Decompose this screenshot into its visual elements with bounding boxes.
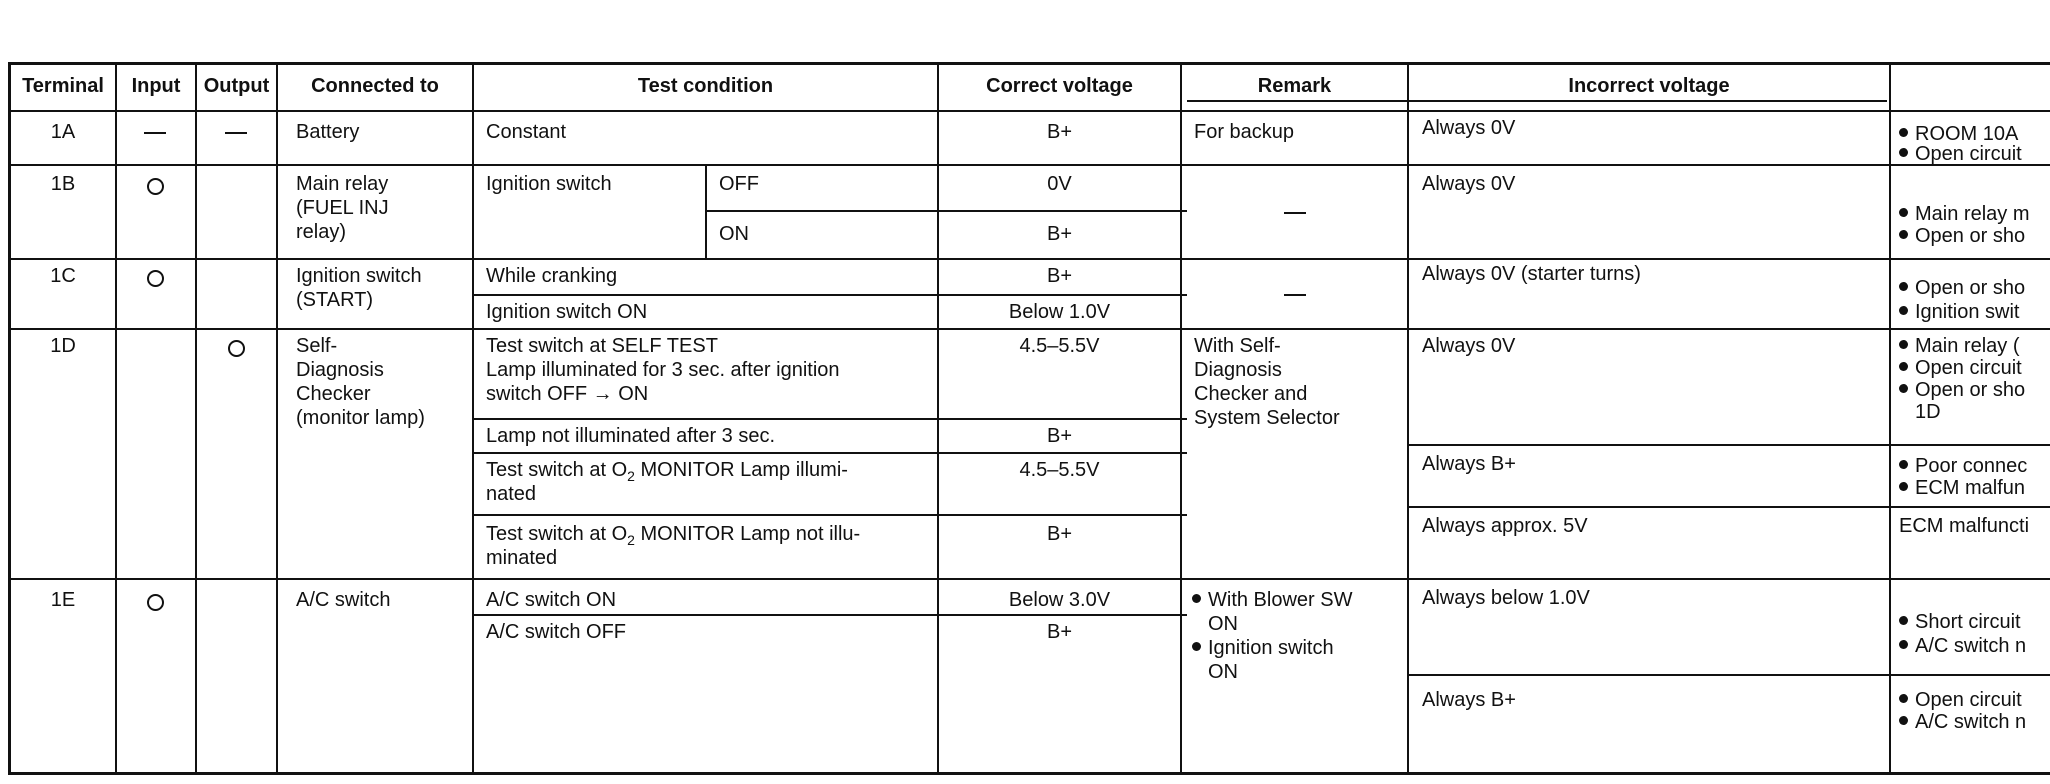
row-1B-voltage-on: B+ [1046, 223, 1073, 245]
row-1B-terminal: 1B [50, 173, 76, 195]
row-1E-incorrect-rule [1409, 674, 2050, 676]
row-1B-sub-col-rule [705, 165, 707, 259]
cause-text: Main relay ( [1915, 335, 2020, 357]
row-1B-sub-condition-on: ON [719, 223, 749, 245]
row-1C-incorrect-voltage: Always 0V (starter turns) [1422, 263, 1641, 285]
terminal-voltage-table [8, 62, 2050, 776]
col-rule-connected [472, 62, 474, 775]
row-1D-test-condition-1: Test switch at SELF TEST Lamp illuminated for 3 sec. after ignition switch OFF → ON [486, 335, 840, 405]
row-1D-cause-item [1899, 476, 2025, 500]
row-1D-incorrect-rule-1 [1409, 444, 2050, 446]
row-1E-input-marker [147, 594, 164, 611]
row-1D-sub-rule-2 [473, 452, 1187, 454]
bullet-icon [1899, 362, 1908, 371]
row-1E-remark-text: Ignition switch ON [1208, 637, 1334, 683]
cause-text: Open or sho [1915, 277, 2026, 299]
header-correct-voltage: Correct voltage [986, 75, 1133, 97]
row-1C-voltage-2: Below 1.0V [1008, 301, 1111, 323]
row-1D-cause-item [1899, 334, 2019, 358]
header-input: Input [131, 75, 181, 97]
row-1A-connected-to: Battery [296, 121, 360, 143]
header-test-condition: Test condition [637, 75, 774, 97]
row-1D-connected-to: Self- Diagnosis Checker (monitor lamp) [296, 335, 425, 429]
table-top-border [8, 62, 2050, 65]
row-1D-voltage-1: 4.5–5.5V [1019, 335, 1100, 357]
col-rule-input [195, 62, 197, 775]
row-1A-correct-voltage: B+ [1046, 121, 1073, 143]
row-1D-test-condition-4 [486, 522, 926, 570]
row-1C-voltage-1: B+ [1046, 265, 1073, 287]
table-bottom-border [8, 772, 2050, 775]
bullet-icon [1899, 482, 1908, 491]
bullet-icon [1899, 340, 1908, 349]
cause-text: A/C switch n [1915, 711, 2027, 733]
row-1E-cause-item [1899, 688, 2022, 712]
bullet-icon [1899, 384, 1908, 393]
cause-text: A/C switch n [1915, 635, 2027, 657]
row-1D-cause-3: ECM malfuncti [1899, 515, 2030, 537]
row-1C-cause-item [1899, 276, 2025, 300]
row-1E-remark-item [1192, 588, 1208, 612]
row-1D-incorrect-voltage-3: Always approx. 5V [1422, 515, 1588, 537]
row-1C-test-condition-2: Ignition switch ON [486, 301, 648, 323]
row-1E-voltage-1: Below 3.0V [1008, 589, 1111, 611]
header-bottom-rule [8, 110, 2050, 112]
bullet-icon [1899, 716, 1908, 725]
row-1C-input-marker [147, 270, 164, 287]
row-1A-test-condition: Constant [486, 121, 567, 143]
o2-suffix: MONITOR Lamp illumi- nated [486, 459, 848, 505]
row-1C-connected-to: Ignition switch (START) [296, 265, 422, 311]
bullet-icon [1899, 640, 1908, 649]
cause-text: ROOM 10A [1915, 123, 2019, 145]
cause-text: Short circuit [1915, 611, 2021, 633]
row-1B-cause-item [1899, 224, 2025, 248]
bullet-icon [1899, 128, 1908, 137]
cause-text: Open or sho [1915, 379, 2026, 401]
bullet-icon [1192, 642, 1201, 651]
row-1E-terminal: 1E [50, 589, 76, 611]
row-1A-cause-item [1899, 142, 2022, 166]
o2-prefix: Test switch at O [486, 523, 628, 545]
row-1B-bottom-rule [8, 258, 2050, 260]
row-1B-incorrect-voltage: Always 0V [1422, 173, 1516, 195]
row-1A-terminal: 1A [50, 121, 76, 143]
row-1E-remark-text: With Blower SW ON [1208, 589, 1353, 635]
row-1A-bottom-rule [8, 164, 2050, 166]
row-1D-terminal: 1D [50, 335, 76, 357]
header-output: Output [203, 75, 270, 97]
header-remark: Remark [1257, 75, 1332, 97]
row-1D-cause-continuation: 1D [1915, 401, 1941, 423]
row-1E-cause-item [1899, 634, 2026, 658]
col-rule-incorrect [1889, 62, 1891, 775]
table-left-border [8, 62, 11, 775]
row-1D-sub-rule-3 [473, 514, 1187, 516]
row-1D-remark: With Self- Diagnosis Checker and System Selector [1194, 335, 1340, 429]
row-1C-test-condition-1: While cranking [486, 265, 618, 287]
row-1D-incorrect-voltage-2: Always B+ [1422, 453, 1516, 475]
row-1E-incorrect-voltage-2: Always B+ [1422, 689, 1516, 711]
row-1B-cause-item [1899, 202, 2029, 226]
row-1C-bottom-rule [8, 328, 2050, 330]
header-incorrect-voltage: Incorrect voltage [1568, 75, 1730, 97]
row-1D-voltage-4: B+ [1046, 523, 1073, 545]
row-1E-incorrect-voltage-1: Always below 1.0V [1422, 587, 1590, 609]
row-1D-cause-item [1899, 378, 2025, 402]
row-1A-input-dash [144, 132, 166, 134]
o2-prefix: Test switch at O [486, 459, 628, 481]
row-1D-incorrect-voltage-1: Always 0V [1422, 335, 1516, 357]
col-rule-terminal [115, 62, 117, 775]
row-1D-test-condition-2: Lamp not illuminated after 3 sec. [486, 425, 776, 447]
row-1B-connected-to: Main relay (FUEL INJ relay) [296, 173, 389, 243]
row-1D-incorrect-rule-2 [1409, 506, 2050, 508]
bullet-icon [1899, 306, 1908, 315]
bullet-icon [1899, 616, 1908, 625]
row-1E-cause-item [1899, 710, 2026, 734]
row-1E-cause-item [1899, 610, 2021, 634]
bullet-icon [1899, 282, 1908, 291]
row-1D-test-condition-3 [486, 458, 926, 506]
row-1A-incorrect-voltage: Always 0V [1422, 117, 1516, 139]
row-1D-voltage-3: 4.5–5.5V [1019, 459, 1100, 481]
row-1D-cause-item [1899, 454, 2027, 478]
row-1D-voltage-2: B+ [1046, 425, 1073, 447]
cause-text: Ignition swit [1915, 301, 2020, 323]
cause-text: Open circuit [1915, 689, 2022, 711]
cause-text: Open circuit [1915, 143, 2022, 165]
header-connected-to: Connected to [311, 75, 439, 97]
row-1D-output-marker [228, 340, 245, 357]
incorrect-header-underline [1409, 100, 1887, 102]
o2-subscript: 2 [627, 468, 635, 484]
bullet-icon [1899, 208, 1908, 217]
o2-subscript: 2 [627, 532, 635, 548]
row-1E-voltage-2: B+ [1046, 621, 1073, 643]
row-1D-cause-item [1899, 356, 2022, 380]
cause-text: Poor connec [1915, 455, 2028, 477]
cause-text: Open circuit [1915, 357, 2022, 379]
cause-text: Open or sho [1915, 225, 2026, 247]
row-1E-test-condition-2: A/C switch OFF [486, 621, 627, 643]
col-rule-remark [1407, 62, 1409, 775]
cause-text: Main relay m [1915, 203, 2030, 225]
row-1D-bottom-rule [8, 578, 2050, 580]
o2-suffix: MONITOR Lamp not illu- minated [486, 523, 861, 569]
row-1B-test-condition: Ignition switch [486, 173, 612, 195]
row-1E-connected-to: A/C switch [296, 589, 391, 611]
row-1E-remark-item [1192, 636, 1208, 660]
row-1C-cause-item [1899, 300, 2020, 324]
header-terminal: Terminal [22, 75, 104, 97]
row-1C-sub-rule [473, 294, 1187, 296]
col-rule-test [937, 62, 939, 775]
bullet-icon [1899, 148, 1908, 157]
row-1D-sub-rule-1 [473, 418, 1187, 420]
row-1B-voltage-off: 0V [1047, 173, 1072, 195]
row-1B-sub-condition-off: OFF [719, 173, 759, 195]
row-1B-remark-dash [1284, 212, 1306, 214]
row-1E-sub-rule [473, 614, 1187, 616]
bullet-icon [1899, 460, 1908, 469]
bullet-icon [1899, 230, 1908, 239]
row-1B-sub-rule [707, 210, 1187, 212]
row-1C-terminal: 1C [50, 265, 76, 287]
remark-header-underline [1187, 100, 1407, 102]
col-rule-correct [1180, 62, 1182, 775]
row-1E-test-condition-1: A/C switch ON [486, 589, 617, 611]
row-1A-output-dash [225, 132, 247, 134]
bullet-icon [1899, 694, 1908, 703]
row-1C-remark-dash [1284, 294, 1306, 296]
cause-text: ECM malfun [1915, 477, 2026, 499]
bullet-icon [1192, 594, 1201, 603]
row-1B-input-marker [147, 178, 164, 195]
col-rule-output [276, 62, 278, 775]
row-1A-remark: For backup [1194, 121, 1295, 143]
